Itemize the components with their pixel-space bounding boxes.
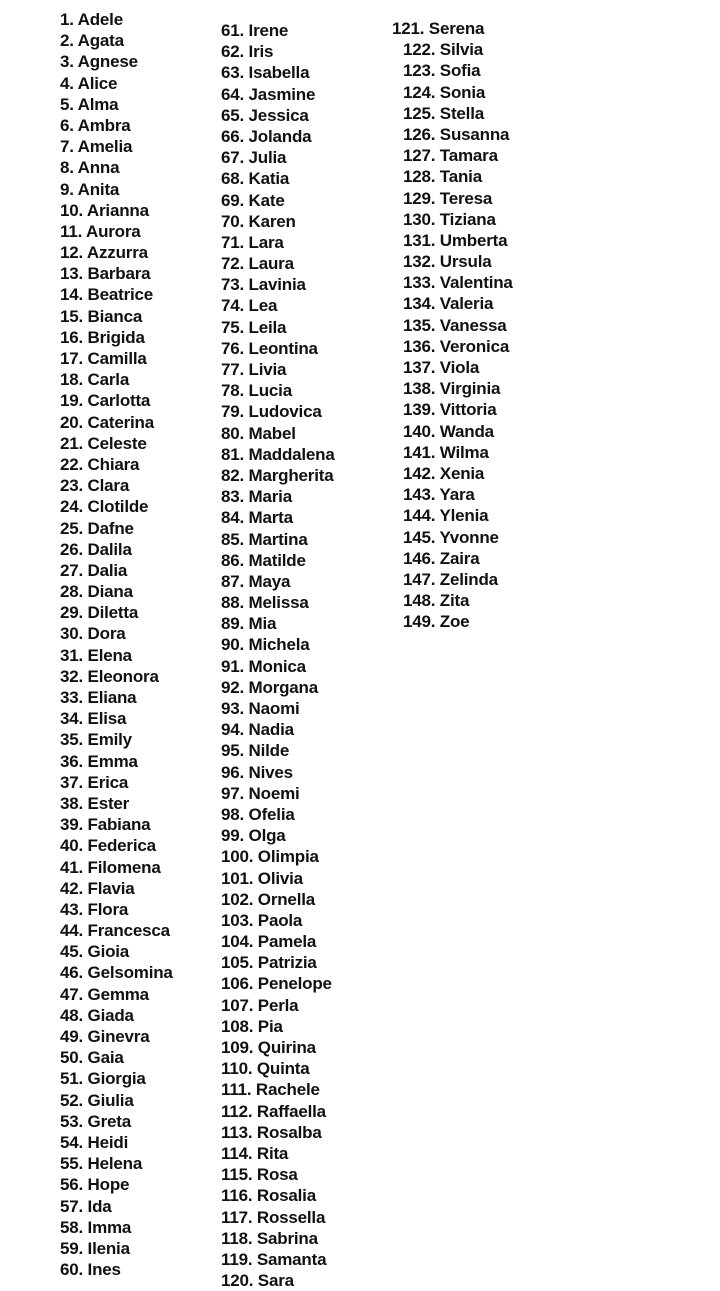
name-list-item: 13. Barbara <box>60 264 151 284</box>
name-list-item: 80. Mabel <box>221 423 296 443</box>
name-list-item: 110. Quinta <box>221 1059 310 1079</box>
name-list-item: 97. Noemi <box>221 783 300 803</box>
name-list-item: 57. Ida <box>60 1196 112 1216</box>
name-list-item: 105. Patrizia <box>221 953 317 973</box>
name-list-item: 98. Ofelia <box>221 804 295 824</box>
name-list-item: 40. Federica <box>60 836 156 856</box>
name-list-item: 85. Martina <box>221 529 308 549</box>
name-list-item: 139. Vittoria <box>403 400 497 420</box>
name-list-item: 127. Tamara <box>403 146 498 166</box>
name-list-item: 148. Zita <box>403 591 470 611</box>
name-list-item: 16. Brigida <box>60 327 145 347</box>
name-list-item: 118. Sabrina <box>221 1228 318 1248</box>
name-list-item: 31. Elena <box>60 645 132 665</box>
name-list-item: 122. Silvia <box>403 40 484 60</box>
name-list-item: 50. Gaia <box>60 1048 124 1068</box>
name-list-item: 79. Ludovica <box>221 402 322 422</box>
name-list-item: 116. Rosalia <box>221 1186 316 1206</box>
name-list-item: 77. Livia <box>221 360 287 379</box>
name-list-item: 113. Rosalba <box>221 1122 322 1142</box>
name-list-item: 70. Karen <box>221 211 296 231</box>
name-list-item: 115. Rosa <box>221 1165 298 1185</box>
name-list-item: 86. Matilde <box>221 550 306 570</box>
name-list-item: 111. Rachele <box>221 1080 320 1100</box>
name-list-item: 2. Agata <box>60 31 124 51</box>
name-list-item: 8. Anna <box>60 158 120 178</box>
name-list-item: 55. Helena <box>60 1154 143 1174</box>
name-list-item: 51. Giorgia <box>60 1069 146 1089</box>
name-list-item: 24. Clotilde <box>60 497 149 517</box>
name-list-item: 81. Maddalena <box>221 444 335 464</box>
name-list-item: 14. Beatrice <box>60 285 154 305</box>
name-list-item: 129. Teresa <box>403 188 493 208</box>
name-list-item: 130. Tiziana <box>403 209 496 229</box>
name-list-item: 134. Valeria <box>403 294 494 314</box>
name-list-item: 102. Ornella <box>221 889 315 909</box>
name-list-item: 137. Viola <box>403 358 480 377</box>
name-list-item: 44. Francesca <box>60 921 170 941</box>
name-list-item: 69. Kate <box>221 190 285 210</box>
name-list-item: 66. Jolanda <box>221 126 312 146</box>
name-list-item: 37. Erica <box>60 772 129 792</box>
name-list-item: 49. Ginevra <box>60 1027 150 1046</box>
name-list-item: 4. Alice <box>60 73 118 93</box>
name-list-item: 142. Xenia <box>403 463 485 483</box>
name-list-item: 138. Virginia <box>403 379 501 399</box>
name-list-item: 82. Margherita <box>221 465 334 485</box>
name-list-item: 10. Arianna <box>60 200 149 220</box>
name-list-item: 43. Flora <box>60 899 129 919</box>
name-list-item: 132. Ursula <box>403 252 492 272</box>
name-list-item: 78. Lucia <box>221 381 292 401</box>
name-list-item: 28. Diana <box>60 582 133 602</box>
name-list-item: 58. Imma <box>60 1217 132 1237</box>
name-list-item: 108. Pia <box>221 1016 283 1036</box>
name-list-item: 140. Wanda <box>403 421 494 441</box>
name-list-item: 135. Vanessa <box>403 315 507 335</box>
name-list-item: 45. Gioia <box>60 942 130 962</box>
name-list-item: 33. Eliana <box>60 688 137 707</box>
name-list-item: 60. Ines <box>60 1260 121 1280</box>
name-list-item: 68. Katia <box>221 169 290 189</box>
name-list-item: 48. Giada <box>60 1005 134 1025</box>
name-list-item: 65. Jessica <box>221 105 309 125</box>
name-list-item: 41. Filomena <box>60 857 161 877</box>
name-list-item: 143. Yara <box>403 485 475 505</box>
name-list-item: 27. Dalia <box>60 560 128 580</box>
name-list-item: 106. Penelope <box>221 974 332 994</box>
name-list-item: 128. Tania <box>403 167 482 187</box>
name-list-item: 72. Laura <box>221 254 294 274</box>
name-list-item: 93. Naomi <box>221 699 300 718</box>
name-column-2 <box>221 20 335 1291</box>
name-list-item: 61. Irene <box>221 21 289 40</box>
name-list-item: 125. Stella <box>403 103 484 123</box>
name-list-item: 20. Caterina <box>60 412 154 432</box>
name-list-item: 100. Olimpia <box>221 847 319 867</box>
name-list-item: 36. Emma <box>60 751 138 771</box>
name-list-item: 91. Monica <box>221 656 306 676</box>
name-list-item: 101. Olivia <box>221 868 303 888</box>
name-list-item: 126. Susanna <box>403 124 510 144</box>
name-list-item: 95. Nilde <box>221 741 290 761</box>
name-list-item: 76. Leontina <box>221 338 318 358</box>
name-list-item: 123. Sofia <box>403 61 481 81</box>
name-list-item: 88. Melissa <box>221 593 309 613</box>
name-column-3 <box>392 18 513 632</box>
name-list-item: 117. Rossella <box>221 1207 326 1227</box>
name-list-item: 75. Leila <box>221 317 287 337</box>
name-list-item: 22. Chiara <box>60 454 140 474</box>
name-list-item: 52. Giulia <box>60 1090 134 1110</box>
name-list-item: 114. Rita <box>221 1143 289 1163</box>
name-list-item: 7. Amelia <box>60 137 133 157</box>
name-list-item: 38. Ester <box>60 793 130 813</box>
name-list-item: 17. Camilla <box>60 349 147 368</box>
name-list-item: 67. Julia <box>221 148 287 168</box>
name-list-item: 42. Flavia <box>60 878 135 898</box>
name-list-item: 19. Carlotta <box>60 391 151 411</box>
name-list-item: 26. Dalila <box>60 539 132 559</box>
name-list-item: 107. Perla <box>221 995 299 1015</box>
name-list-item: 62. Iris <box>221 42 274 62</box>
name-list-item: 6. Ambra <box>60 115 131 135</box>
name-list-item: 136. Veronica <box>403 336 510 356</box>
name-list-item: 92. Morgana <box>221 677 318 697</box>
name-list-item: 18. Carla <box>60 370 130 390</box>
name-list-item: 83. Maria <box>221 487 292 507</box>
name-list-item: 121. Serena <box>392 19 485 38</box>
name-list-item: 109. Quirina <box>221 1038 316 1057</box>
name-list-item: 131. Umberta <box>403 230 508 250</box>
name-list-item: 54. Heidi <box>60 1132 129 1152</box>
name-list-item: 63. Isabella <box>221 63 310 83</box>
name-list-item: 89. Mia <box>221 614 277 634</box>
name-list-item: 103. Paola <box>221 910 303 930</box>
name-list-item: 94. Nadia <box>221 720 294 740</box>
name-list-item: 35. Emily <box>60 730 132 750</box>
name-list-item: 145. Yvonne <box>403 527 499 547</box>
name-list-item: 25. Dafne <box>60 518 134 538</box>
name-list-item: 53. Greta <box>60 1111 131 1131</box>
name-list-item: 34. Elisa <box>60 709 127 729</box>
name-list-item: 147. Zelinda <box>403 569 498 589</box>
name-list-item: 11. Aurora <box>60 221 141 241</box>
name-list-item: 3. Agnese <box>60 52 138 72</box>
name-list-item: 141. Wilma <box>403 442 489 462</box>
name-list-item: 144. Ylenia <box>403 506 489 526</box>
name-list-item: 59. Ilenia <box>60 1238 130 1258</box>
name-column-1 <box>60 9 173 1280</box>
name-list-item: 124. Sonia <box>403 82 486 102</box>
name-list-item: 29. Diletta <box>60 603 139 623</box>
name-list-item: 12. Azzurra <box>60 243 148 263</box>
name-list-item: 133. Valentina <box>403 273 513 293</box>
name-list-item: 5. Alma <box>60 94 119 114</box>
name-list-item: 71. Lara <box>221 232 284 252</box>
name-list-item: 96. Nives <box>221 762 293 782</box>
name-list-item: 9. Anita <box>60 179 120 199</box>
name-list-item: 21. Celeste <box>60 433 147 453</box>
name-list-item: 119. Samanta <box>221 1249 327 1269</box>
name-list-item: 87. Maya <box>221 571 291 591</box>
name-list-item: 23. Clara <box>60 476 130 496</box>
name-list-item: 74. Lea <box>221 296 278 316</box>
name-list-item: 112. Raffaella <box>221 1101 326 1121</box>
name-list-item: 149. Zoe <box>403 612 470 632</box>
name-list-item: 32. Eleonora <box>60 666 159 686</box>
name-list-item: 120. Sara <box>221 1271 294 1291</box>
name-list-item: 56. Hope <box>60 1175 130 1195</box>
name-list-item: 99. Olga <box>221 826 286 846</box>
name-list-item: 64. Jasmine <box>221 84 316 104</box>
name-list-item: 47. Gemma <box>60 984 149 1004</box>
name-list-item: 15. Bianca <box>60 306 143 326</box>
name-list-item: 84. Marta <box>221 508 293 528</box>
name-list-item: 1. Adele <box>60 10 123 29</box>
name-list-item: 30. Dora <box>60 624 126 644</box>
name-list-item: 46. Gelsomina <box>60 963 173 983</box>
name-list-item: 104. Pamela <box>221 932 317 952</box>
name-list-item: 146. Zaira <box>403 548 480 568</box>
name-list-item: 39. Fabiana <box>60 815 151 835</box>
name-list-item: 90. Michela <box>221 635 310 655</box>
name-list-item: 73. Lavinia <box>221 275 306 295</box>
